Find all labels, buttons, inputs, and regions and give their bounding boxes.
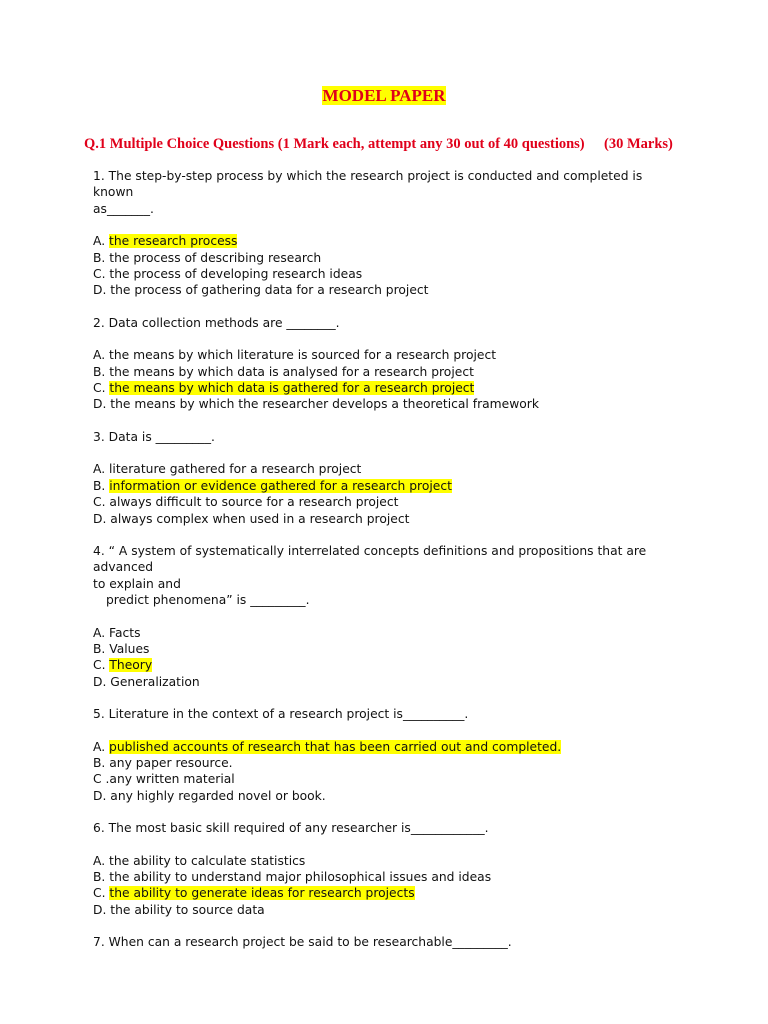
option-letter: B. (93, 641, 110, 656)
option-text: the ability to understand major philosophical issues and ideas (109, 870, 492, 884)
option-text: Values (109, 641, 150, 656)
answer-option (93, 233, 683, 249)
answer-option (93, 853, 683, 869)
spacer (93, 918, 683, 934)
option-text: the process of gathering data for a research project (110, 283, 429, 298)
answer-option (93, 511, 683, 527)
option-text: the means by which literature is sourced for a research project (109, 348, 497, 363)
answer-option (93, 657, 683, 673)
option-letter: C . (93, 772, 110, 787)
answer-option (93, 364, 683, 380)
answer-option (93, 478, 683, 494)
option-text: any written material (109, 772, 235, 787)
question-list (93, 168, 683, 951)
option-text: always complex when used in a research project (110, 511, 410, 526)
option-letter: B. (93, 755, 110, 770)
section-marks: (30 Marks) (604, 136, 673, 152)
option-list (93, 233, 683, 299)
option-letter: A. (93, 234, 110, 249)
page-title (0, 86, 768, 106)
option-letter: A. (93, 348, 110, 363)
option-letter: A. (93, 739, 110, 754)
option-text: the means by which the researcher develops a theoretical framework (110, 397, 539, 412)
question-block (93, 543, 683, 706)
option-letter: D. (93, 511, 111, 526)
option-letter: B. (93, 364, 110, 379)
option-text: the ability to source data (110, 902, 265, 917)
option-letter: C. (93, 658, 110, 673)
question-text: 5. Literature in the context of a research project is__________. (93, 707, 469, 722)
option-letter: C. (93, 495, 110, 510)
answer-option (93, 869, 683, 885)
option-list (93, 853, 683, 919)
option-text: literature gathered for a research project (109, 462, 362, 477)
option-letter: C. (93, 267, 110, 282)
option-letter: D. (93, 674, 111, 689)
option-letter: D. (93, 283, 111, 298)
question-text: 1. The step-by-step process by which the research project is conducted and completed is known (93, 169, 643, 200)
correct-answer-highlight: the ability to generate ideas for research projects (109, 886, 415, 901)
question-text: predict phenomena” is _________. (106, 593, 310, 608)
correct-answer-highlight: the research process (109, 234, 238, 249)
question-text: as_______. (93, 201, 154, 216)
answer-option (93, 461, 683, 477)
option-letter: A. (93, 853, 110, 868)
answer-option (93, 755, 683, 771)
correct-answer-highlight: Theory (109, 658, 153, 673)
answer-option (93, 396, 683, 412)
answer-option (93, 674, 683, 690)
title-text: MODEL PAPER (322, 86, 446, 105)
option-text: the means by which data is analysed for a research project (109, 364, 474, 379)
option-text: any highly regarded novel or book. (110, 788, 326, 803)
option-letter: D. (93, 397, 111, 412)
option-letter: B. (93, 870, 110, 884)
question-block (93, 706, 683, 820)
spacer (93, 690, 683, 706)
answer-option (93, 885, 683, 901)
spacer (93, 299, 683, 315)
option-letter: B. (93, 250, 110, 265)
question-text: 4. “ A system of systematically interrelated concepts definitions and propositions that are advanced (93, 543, 647, 575)
answer-option (93, 282, 683, 298)
option-letter: C. (93, 886, 110, 901)
answer-option (93, 380, 683, 396)
option-text: Facts (109, 625, 141, 640)
option-list (93, 625, 683, 691)
option-text: always difficult to source for a research project (109, 495, 399, 510)
question-block (93, 429, 683, 543)
correct-answer-highlight: published accounts of research that has been carried out and completed. (109, 739, 562, 754)
option-letter: D. (93, 788, 111, 803)
option-text: the process of describing research (109, 250, 322, 265)
option-text: the ability to calculate statistics (109, 853, 306, 868)
question-block (93, 168, 683, 315)
option-letter: C. (93, 381, 110, 396)
answer-option (93, 494, 683, 510)
spacer (93, 413, 683, 429)
correct-answer-highlight: information or evidence gathered for a research project (109, 478, 452, 493)
answer-option (93, 739, 683, 755)
question-text: 6. The most basic skill required of any researcher is____________. (93, 821, 489, 836)
answer-option (93, 902, 683, 918)
question-text: 2. Data collection methods are ________. (93, 315, 340, 330)
section-heading-text: Q.1 Multiple Choice Questions (1 Mark each, attempt any 30 out of 40 questions) (84, 136, 585, 152)
option-list (93, 739, 683, 805)
answer-option (93, 771, 683, 787)
question-block (93, 934, 683, 950)
option-text: any paper resource. (109, 755, 233, 770)
answer-option (93, 625, 683, 641)
spacer (93, 527, 683, 543)
answer-option (93, 347, 683, 363)
option-text: the process of developing research ideas (109, 267, 363, 282)
option-letter: A. (93, 625, 110, 640)
option-list (93, 461, 683, 527)
correct-answer-highlight: the means by which data is gathered for a research project (109, 381, 475, 396)
question-text: 3. Data is _________. (93, 429, 215, 444)
answer-option (93, 250, 683, 266)
option-letter: B. (93, 478, 110, 493)
question-text: 7. When can a research project be said to be researchable_________. (93, 935, 512, 950)
question-text: to explain and (93, 576, 181, 591)
answer-option (93, 266, 683, 282)
option-text: Generalization (110, 674, 200, 689)
option-letter: A. (93, 462, 110, 477)
spacer (93, 804, 683, 820)
option-letter: D. (93, 902, 111, 917)
option-list (93, 347, 683, 413)
question-block (93, 820, 683, 934)
answer-option (93, 641, 683, 657)
question-block (93, 315, 683, 429)
answer-option (93, 788, 683, 804)
section-heading (84, 136, 684, 153)
